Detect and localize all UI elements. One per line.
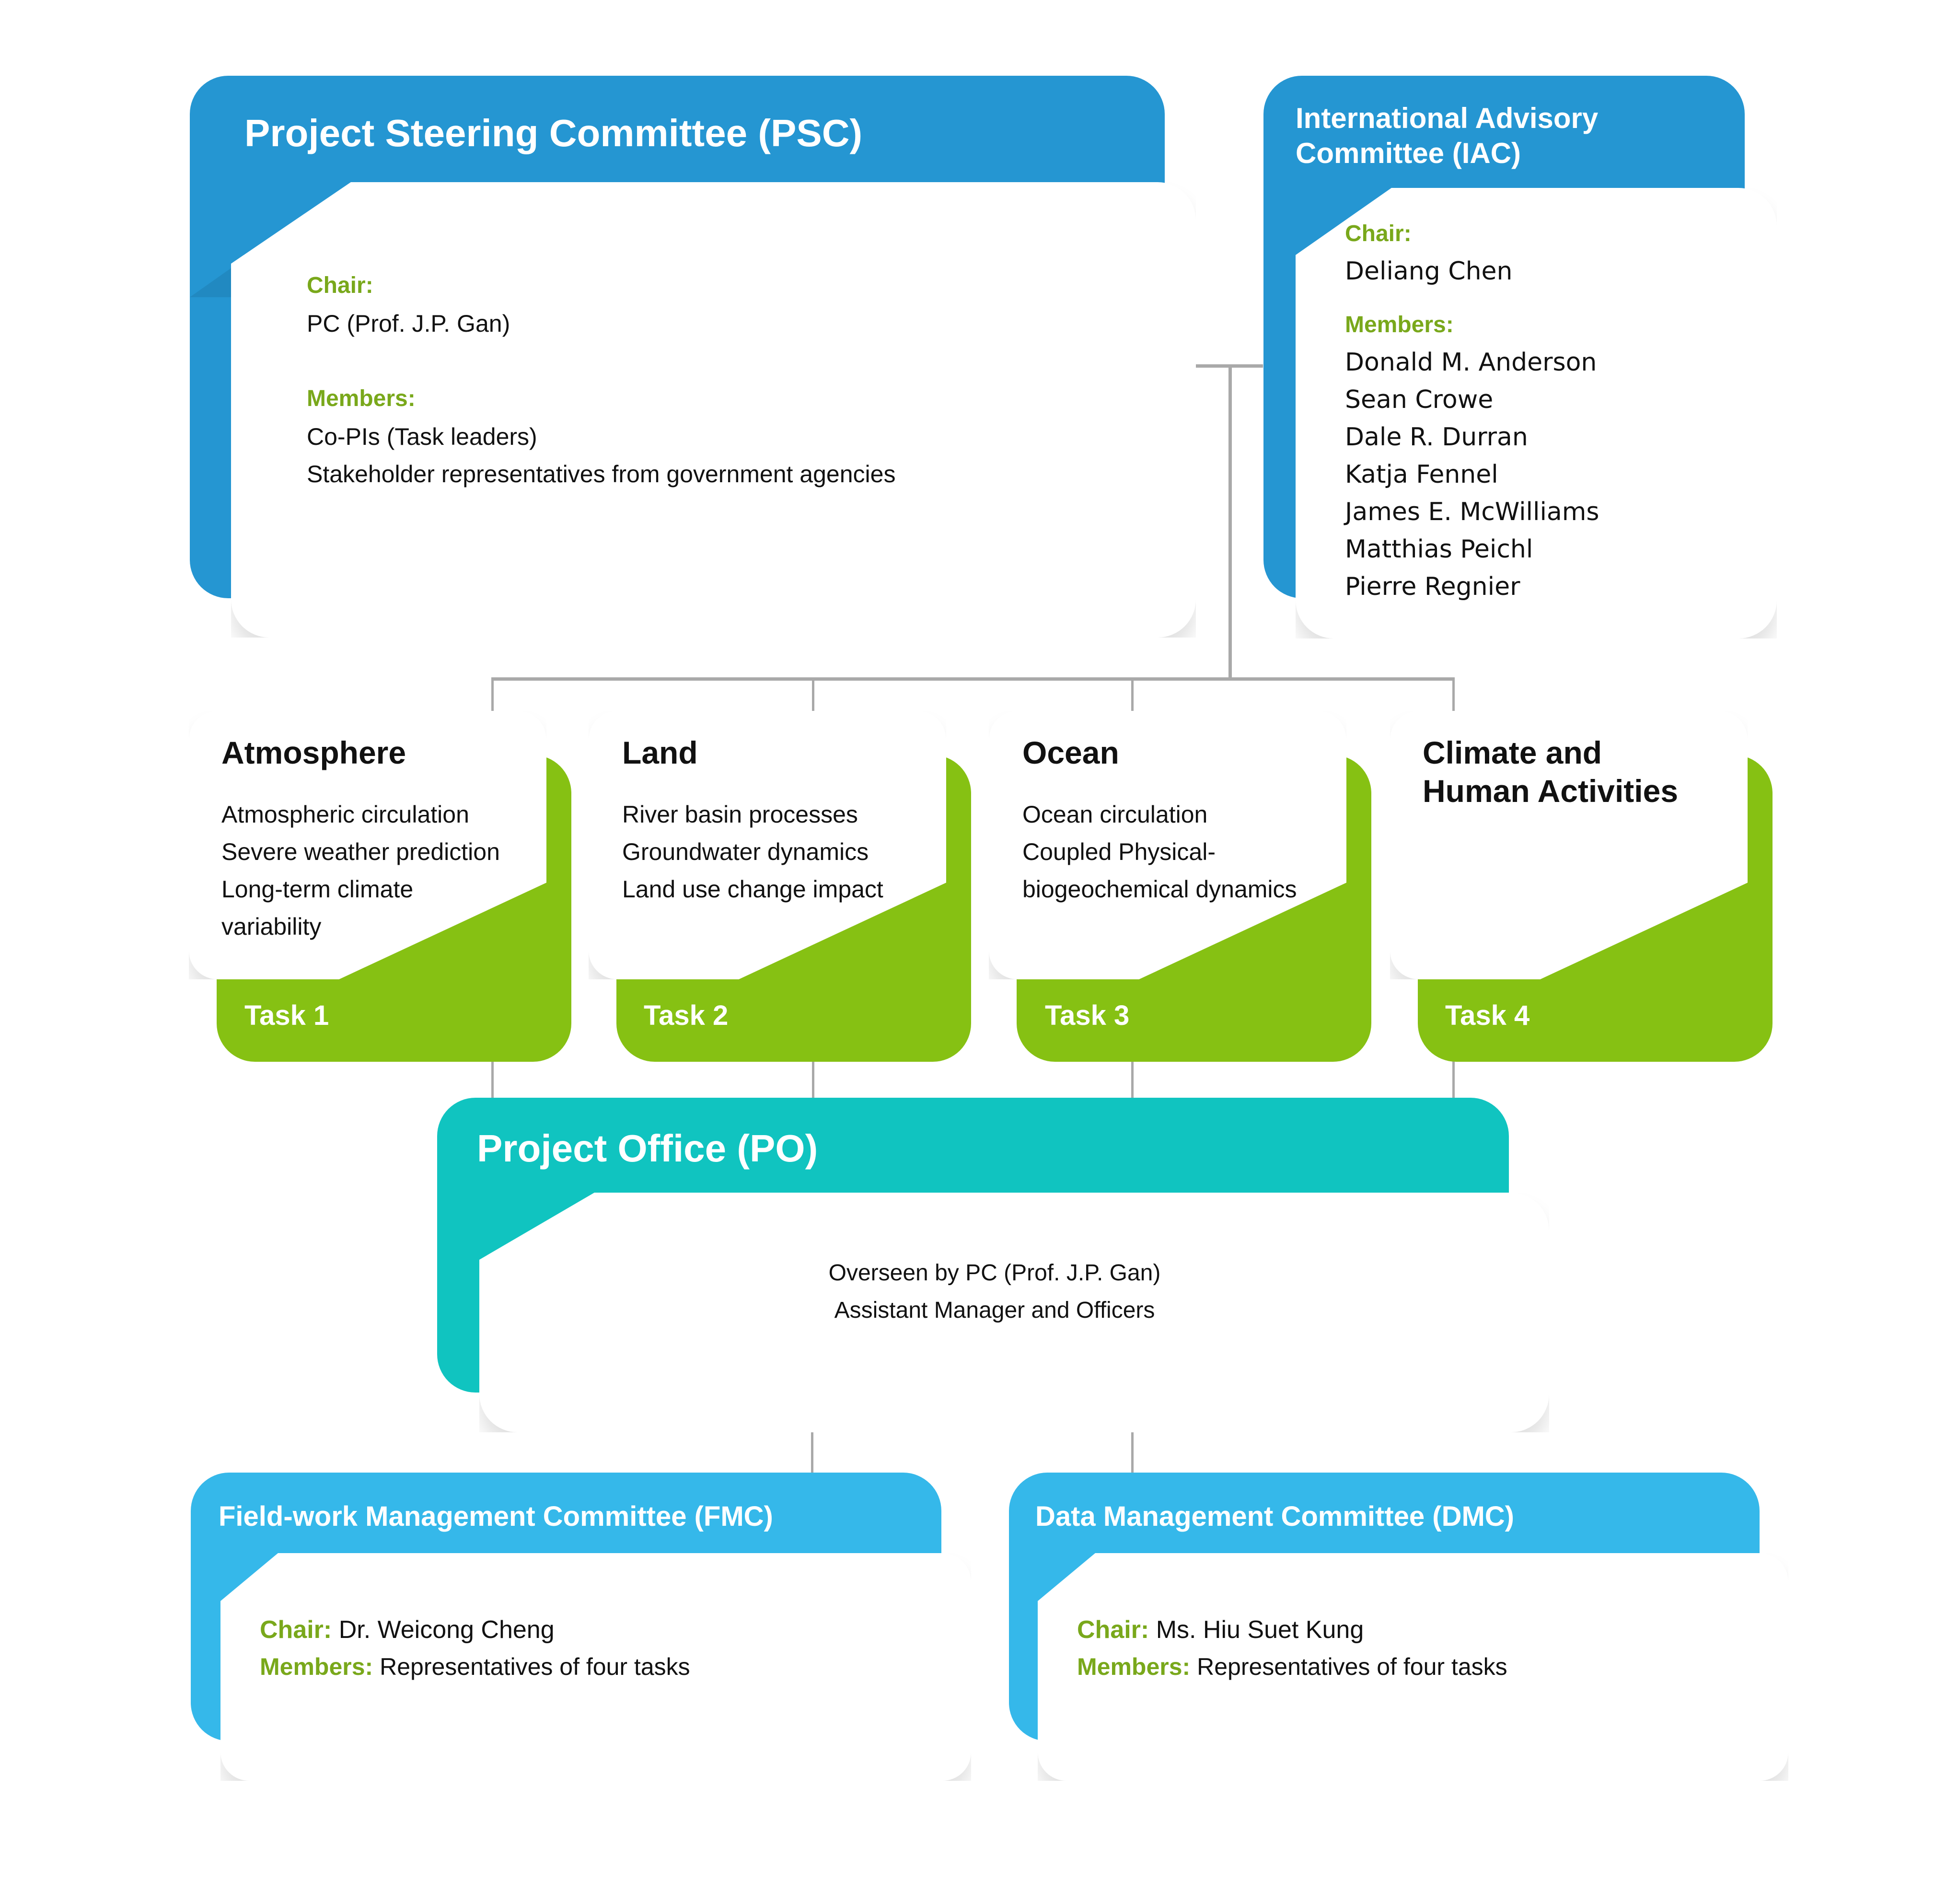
fmc-chair-line [260,1615,555,1644]
po-line: Assistant Manager and Officers [834,1298,1155,1323]
iac-chair: Deliang Chen [1345,257,1513,286]
psc-chair-label: Chair: [307,273,373,298]
connector-task-bus [491,677,1455,681]
task2-item: Land use change impact [622,876,883,903]
connector-po-fmc [811,1431,813,1474]
task3-label: Task 3 [1045,1000,1130,1031]
task3-item: Coupled Physical- [1022,838,1216,865]
dmc-chair-line [1077,1615,1364,1644]
iac-member: Katja Fennel [1345,460,1498,489]
psc-members-label: Members: [307,386,416,411]
task3-title: Ocean [1022,735,1119,770]
connector-task3-down [1131,1059,1134,1098]
task1-item: variability [221,913,322,940]
iac-chair-label: Chair: [1345,221,1412,246]
po-line: Overseen by PC (Prof. J.P. Gan) [828,1260,1161,1286]
psc-member: Co-PIs (Task leaders) [307,423,537,450]
task1-item: Long-term climate [221,876,414,903]
dmc-members-label: Members: [1077,1653,1191,1680]
task1-item: Atmospheric circulation [221,801,469,828]
connector-task1-up [491,677,494,711]
task1-item: Severe weather prediction [221,838,500,865]
psc-chair: PC (Prof. J.P. Gan) [307,310,510,337]
task2-title: Land [622,735,698,770]
iac-title-line1: International Advisory [1296,102,1599,134]
fmc-chair-label: Chair: [260,1616,332,1644]
task4-label: Task 4 [1445,1000,1530,1031]
iac-members-label: Members: [1345,312,1454,337]
dmc-chair: Ms. Hiu Suet Kung [1156,1616,1364,1644]
fmc-members: Representatives of four tasks [380,1653,690,1680]
iac-member: James E. McWilliams [1345,498,1599,526]
task1-label: Task 1 [244,1000,329,1031]
fmc-members-line [260,1653,690,1681]
dmc-title: Data Management Committee (DMC) [1035,1501,1514,1532]
psc-member: Stakeholder representatives from government agencies [307,461,896,488]
task4-title-line1: Climate and [1423,735,1602,770]
task2-item: Groundwater dynamics [622,838,869,865]
task3-item: Ocean circulation [1022,801,1208,828]
connector-task4-down [1452,1059,1455,1098]
iac-member: Sean Crowe [1345,385,1494,414]
connector-task1-down [491,1059,494,1098]
iac-member: Donald M. Anderson [1345,348,1597,377]
dmc-members: Representatives of four tasks [1197,1653,1507,1680]
iac-title-line2: Committee (IAC) [1296,137,1521,169]
connector-trunk [1228,364,1232,681]
fmc-members-label: Members: [260,1653,373,1680]
fmc-title: Field-work Management Committee (FMC) [219,1501,773,1532]
task4-title-line2: Human Activities [1423,773,1679,809]
connector-task4-up [1452,677,1455,711]
connector-task3-up [1131,677,1134,711]
po-title: Project Office (PO) [477,1127,818,1170]
fmc-chair: Dr. Weicong Cheng [338,1616,555,1644]
dmc-members-line [1077,1653,1507,1681]
iac-member: Matthias Peichl [1345,535,1533,564]
connector-task2-up [812,677,814,711]
iac-member: Dale R. Durran [1345,423,1528,452]
task2-item: River basin processes [622,801,858,828]
task2-label: Task 2 [644,1000,729,1031]
connector-po-dmc [1131,1431,1134,1474]
task3-item: biogeochemical dynamics [1022,876,1297,903]
task1-title: Atmosphere [221,735,406,770]
iac-member: Pierre Regnier [1345,572,1520,601]
connector-task2-down [812,1059,814,1098]
dmc-chair-label: Chair: [1077,1616,1149,1644]
psc-title: Project Steering Committee (PSC) [244,112,863,154]
